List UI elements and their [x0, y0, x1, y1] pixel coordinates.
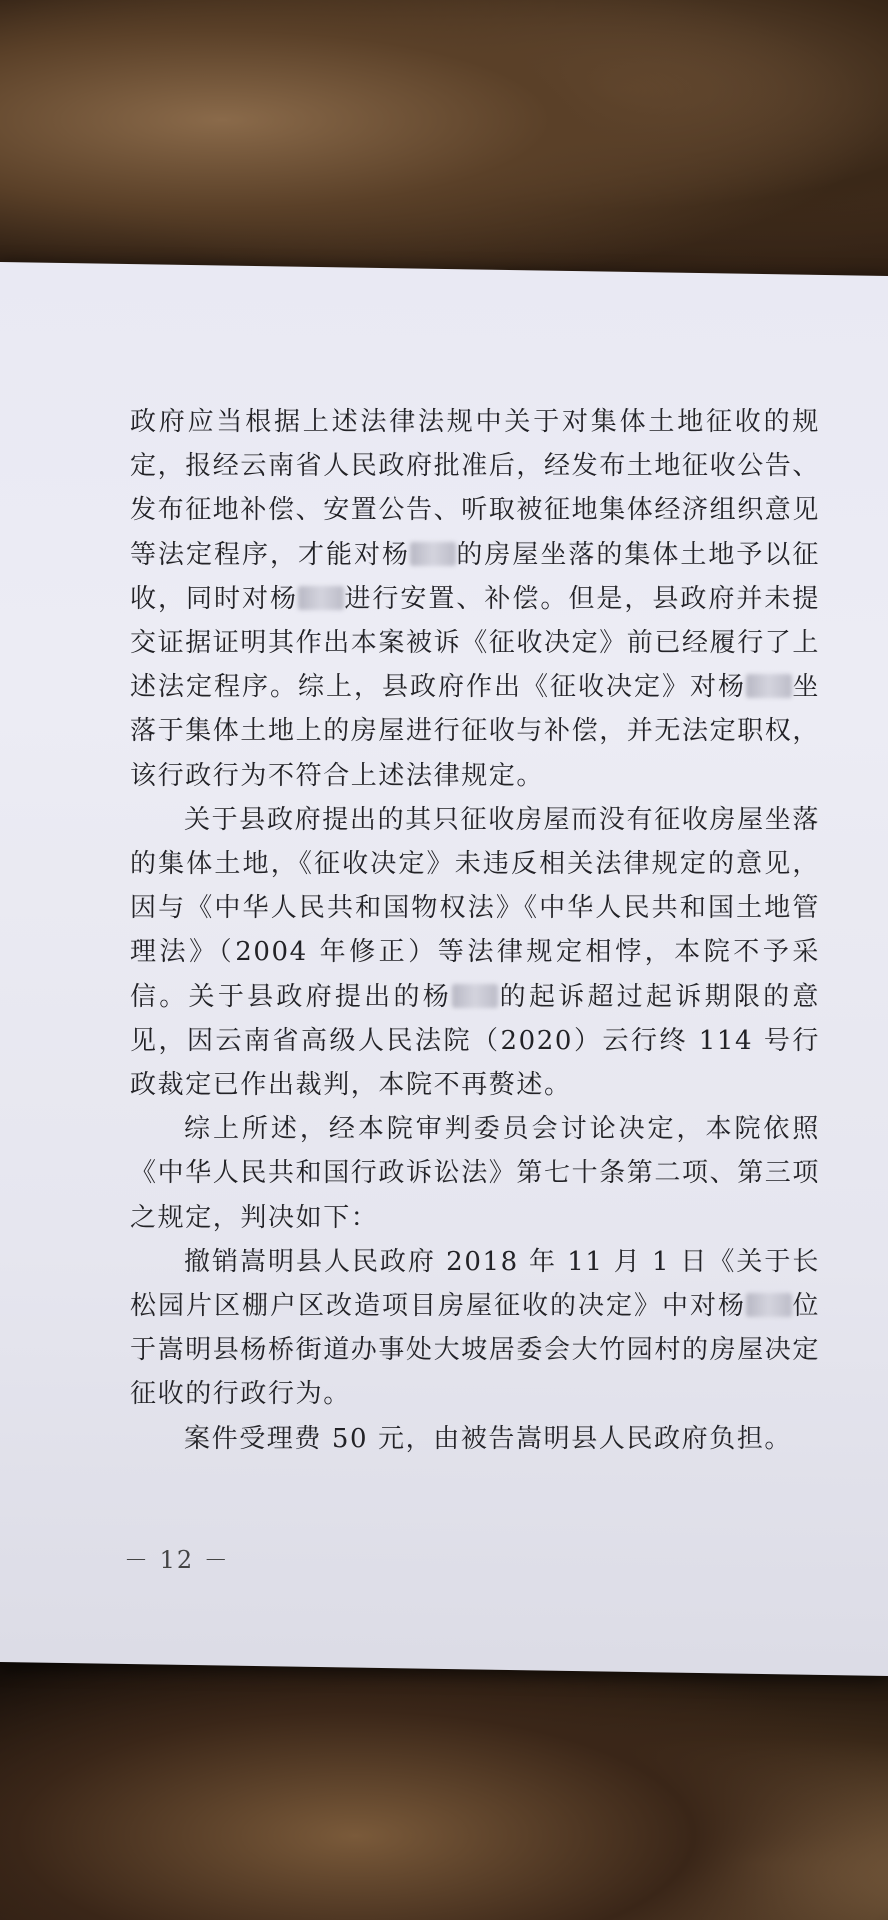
- redacted-name: [452, 984, 498, 1008]
- background-bottom: [0, 1640, 888, 1920]
- redacted-name: [746, 674, 792, 698]
- background-top: [0, 0, 888, 300]
- text-segment: 位于嵩明县杨桥街道办事处大坡居委会大竹园村的房屋决定征收的行政行为。: [130, 1291, 821, 1410]
- text-segment: 的房屋坐落的集体土地予以征收，同时对杨: [130, 539, 820, 614]
- text-segment: 综上所述，经本院审判委员会讨论决定，本院依照《中华人民共和国行政诉讼法》第七十条第二项、第三项之规定，判决如下：: [130, 1114, 821, 1233]
- text-segment: 案件受理费 50 元，由被告嵩明县人民政府负担。: [184, 1423, 793, 1454]
- paragraph: [130, 1417, 820, 1461]
- redacted-name: [746, 1293, 792, 1317]
- text-segment: 的起诉超过起诉期限的意见，因云南省高级人民法院（2020）云行终 114 号行政裁定已作出裁判，本院不再赘述。: [130, 981, 820, 1101]
- redacted-name: [298, 586, 344, 610]
- document-body: [130, 400, 820, 1461]
- page-number: － 12 －: [124, 1546, 230, 1574]
- paragraph: [130, 1107, 820, 1240]
- paragraph: [130, 1240, 820, 1417]
- paragraph: [130, 798, 820, 1107]
- text-segment: 坐落于集体土地上的房屋进行征收与补偿，并无法定职权，该行政行为不符合上述法律规定。: [130, 672, 821, 791]
- text-segment: 政府应当根据上述法律法规中关于对集体土地征收的规定，报经云南省人民政府批准后，经发布土地征收公告、发布征地补偿、安置公告、听取被征地集体经济组织意见等法定程序，才能对杨: [130, 407, 821, 570]
- paragraph: [130, 400, 820, 798]
- text-segment: 撤销嵩明县人民政府 2018 年 11 月 1 日《关于长松园片区棚户区改造项目房屋征收的决定》中对杨: [130, 1246, 820, 1322]
- text-segment: 进行安置、补偿。但是，县政府并未提交证据证明其作出本案被诉《征收决定》前已经履行了上述法定程序。综上，县政府作出《征收决定》对杨: [130, 583, 821, 703]
- text-segment: 关于县政府提出的其只征收房屋而没有征收房屋坐落的集体土地，《征收决定》未违反相关法律规定的意见，因与《中华人民共和国物权法》《中华人民共和国土地管理法》（2004 年修正）等法律规定相悖，本院不予采信。关于县政府提出的杨: [130, 804, 820, 1012]
- redacted-name: [410, 542, 456, 566]
